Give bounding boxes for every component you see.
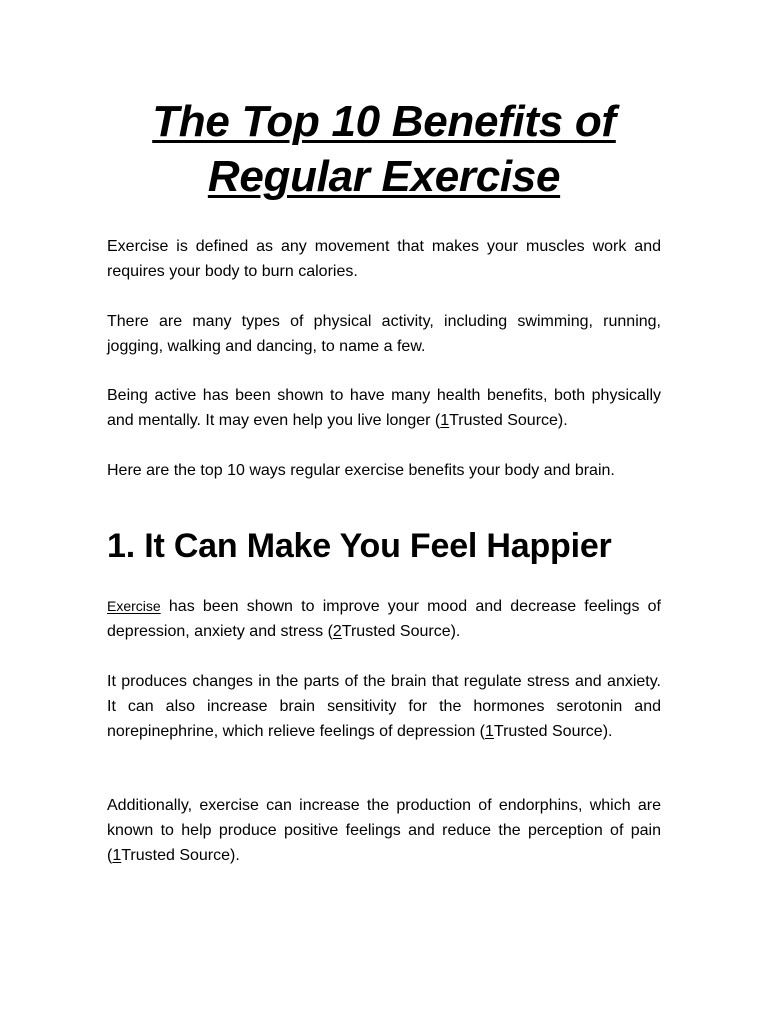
section-1-paragraph-2-source: Trusted Source). bbox=[493, 723, 613, 740]
citation-link-1[interactable]: 1 bbox=[440, 412, 450, 429]
exercise-link[interactable]: Exercise bbox=[107, 598, 161, 614]
intro-paragraph-3-text: Being active has been shown to have many health benefits, both physically and mentally. It may even help you live longer ( bbox=[107, 387, 661, 429]
section-1-paragraph-3-text: Additionally, exercise can increase the production of endorphins, which are known to help produce positive feelings and reduce the perception of pain ( bbox=[107, 797, 661, 864]
intro-paragraph-4: Here are the top 10 ways regular exercise benefits your body and brain. bbox=[107, 462, 615, 479]
section-1-paragraph-1-text: has been shown to improve your mood and decrease feelings of depression, anxiety and stress ( bbox=[107, 598, 661, 640]
title-line-1: The Top 10 Benefits of bbox=[152, 97, 616, 146]
section-1-paragraph-3-source: Trusted Source). bbox=[121, 847, 240, 864]
section-1-paragraph-3 bbox=[107, 793, 661, 868]
intro-paragraph-3-source: Trusted Source). bbox=[449, 412, 568, 429]
section-1-paragraph-1-source: Trusted Source). bbox=[341, 623, 461, 640]
citation-link-4[interactable]: 1 bbox=[112, 847, 122, 864]
page-title bbox=[60, 94, 708, 204]
intro-paragraph-3 bbox=[107, 383, 661, 433]
section-heading-1: 1. It Can Make You Feel Happier bbox=[107, 527, 612, 565]
section-1-paragraph-1 bbox=[107, 594, 661, 644]
citation-link-2[interactable]: 2 bbox=[332, 623, 342, 640]
intro-paragraph-1: Exercise is defined as any movement that makes your muscles work and requires your body to burn calories. bbox=[107, 238, 661, 280]
citation-link-3[interactable]: 1 bbox=[485, 723, 494, 740]
intro-paragraph-2: There are many types of physical activity, including swimming, running, jogging, walking and dancing, to name a few. bbox=[107, 313, 661, 355]
section-1-paragraph-2 bbox=[107, 669, 661, 744]
title-line-2: Regular Exercise bbox=[207, 152, 561, 201]
section-1-paragraph-2-text: It produces changes in the parts of the brain that regulate stress and anxiety. It can also increase brain sensitivity for the hormones serotonin and norepinephrine, which relieve feelings of depression ( bbox=[107, 673, 661, 740]
